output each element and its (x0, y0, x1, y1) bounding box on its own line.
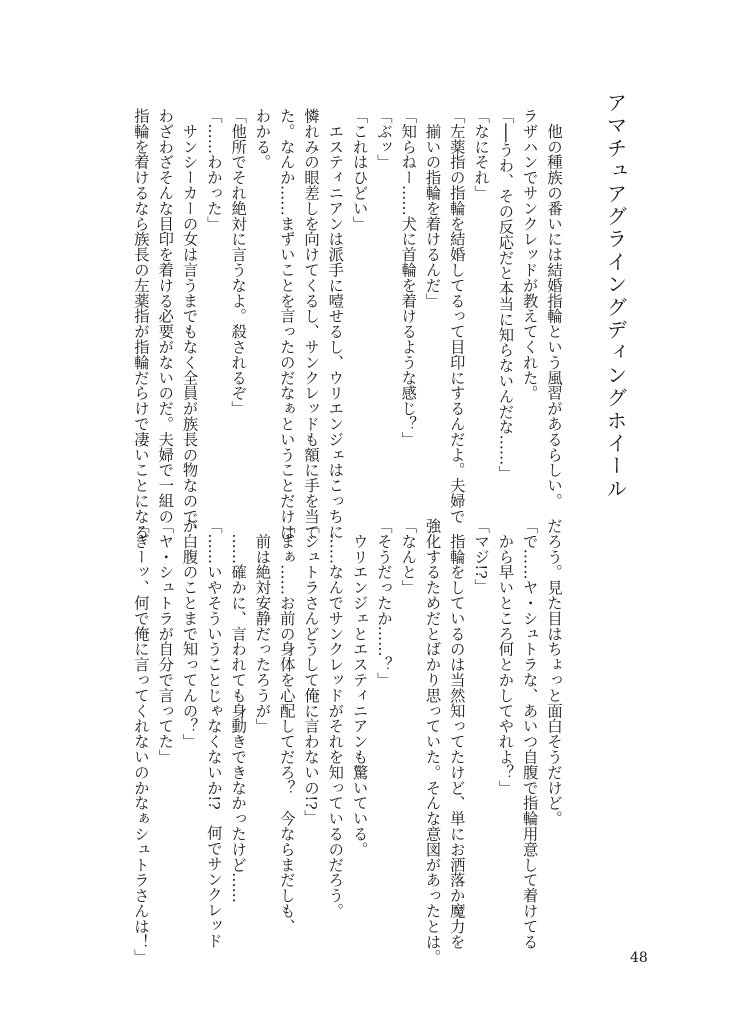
text-column: から早いところ何とかしてやれよ？」 (496, 518, 515, 796)
text-column: が白腹のことまで知ってんの？」 (180, 518, 199, 749)
text-column: 「まぁ……お前の身体を心配してだろ？ 今ならまだしも、 (277, 518, 296, 934)
text-column: エスティニアンは派手に噎せるし、ウリエンジェはこっちに (326, 108, 345, 540)
text-column: 「──うわ、その反応だと本当に知らないんだな……」 (496, 108, 515, 481)
text-column: 「なんと」 (399, 518, 418, 595)
text-column: サンシーカーの女は言うまでもなく全員が族長の物なので、 (180, 108, 199, 540)
text-column: 「シュトラさんどうして俺に言わないの!?」 (302, 518, 321, 826)
text-column: 「マジ!?」 (472, 518, 491, 595)
text-column: 「左薬指の指輪を結婚してるって目印にするんだよ。夫婦で (447, 108, 466, 524)
text-column: 憐れみの眼差しを向けてくるし、サンクレッドも額に手を当て (302, 108, 321, 540)
text-column: だろう。見た目はちょっと面白そうだけど。 (545, 518, 563, 826)
chapter-title: アマチュアグライングディングホイール (603, 92, 627, 501)
text-column: 「そうだったか……？」 (374, 518, 393, 688)
upper-text-block (129, 108, 566, 540)
page-number: 48 (630, 950, 648, 966)
lower-text-block (129, 518, 566, 965)
text-column: 指輪を着けるなら族長の左薬指が指輪だらけで凄いことになる (131, 108, 150, 540)
text-column: ……確かに、言われても身動きできなかったけど…… (229, 518, 248, 903)
text-column: ……なんでサンクレッドがそれを知っているのだろう。 (326, 518, 345, 919)
text-column: わざわざそんな目印を着ける必要がないのだ。夫婦で一組の (156, 108, 175, 524)
text-column: わかる。 (253, 108, 272, 170)
text-column: 「知らねー……犬に首輪を着けるような感じ？」 (399, 108, 418, 447)
text-column: 「……いやそういうことじゃなくないか!? 何でサンクレッド (204, 518, 223, 949)
text-column: 強化するためだとばかり思っていた。そんな意図があったとは。 (423, 518, 442, 965)
text-column: 「ぶッ」 (374, 108, 393, 170)
text-column: 「なにそれ」 (472, 108, 491, 201)
text-column: ウリエンジェとエスティニアンも驚いている。 (350, 518, 369, 857)
text-column: 「ヤ・シュトラが自分で言ってた」 (156, 518, 175, 765)
text-column: 揃いの指輪を着けるんだ」 (423, 108, 442, 309)
text-column: 前は絶対安静だったろうが」 (253, 518, 272, 734)
text-column: 指輪をしているのは当然知ってたけど、単にお洒落か魔力を (447, 518, 466, 950)
text-column: 「ぎーッ、何で俺に言ってくれないのかなぁシュトラさんは！」 (131, 518, 150, 965)
text-column: 「で……ヤ・シュトラな、あいつ自腹で指輪用意して着けてる (520, 518, 539, 950)
text-column: た。なんか……まずいことを言ったのだなぁということだけは (277, 108, 296, 540)
text-column: 「他所でそれ絶対に言うなよ。殺されるぞ」 (229, 108, 248, 416)
text-column: 「これはひどい」 (350, 108, 369, 232)
text-column: 他の種族の番いには結婚指輪という風習があるらしい。 (545, 108, 563, 509)
text-column: 「……わかった」 (204, 108, 223, 232)
text-column: ラザハンでサンクレッドが教えてくれた。 (520, 108, 539, 401)
